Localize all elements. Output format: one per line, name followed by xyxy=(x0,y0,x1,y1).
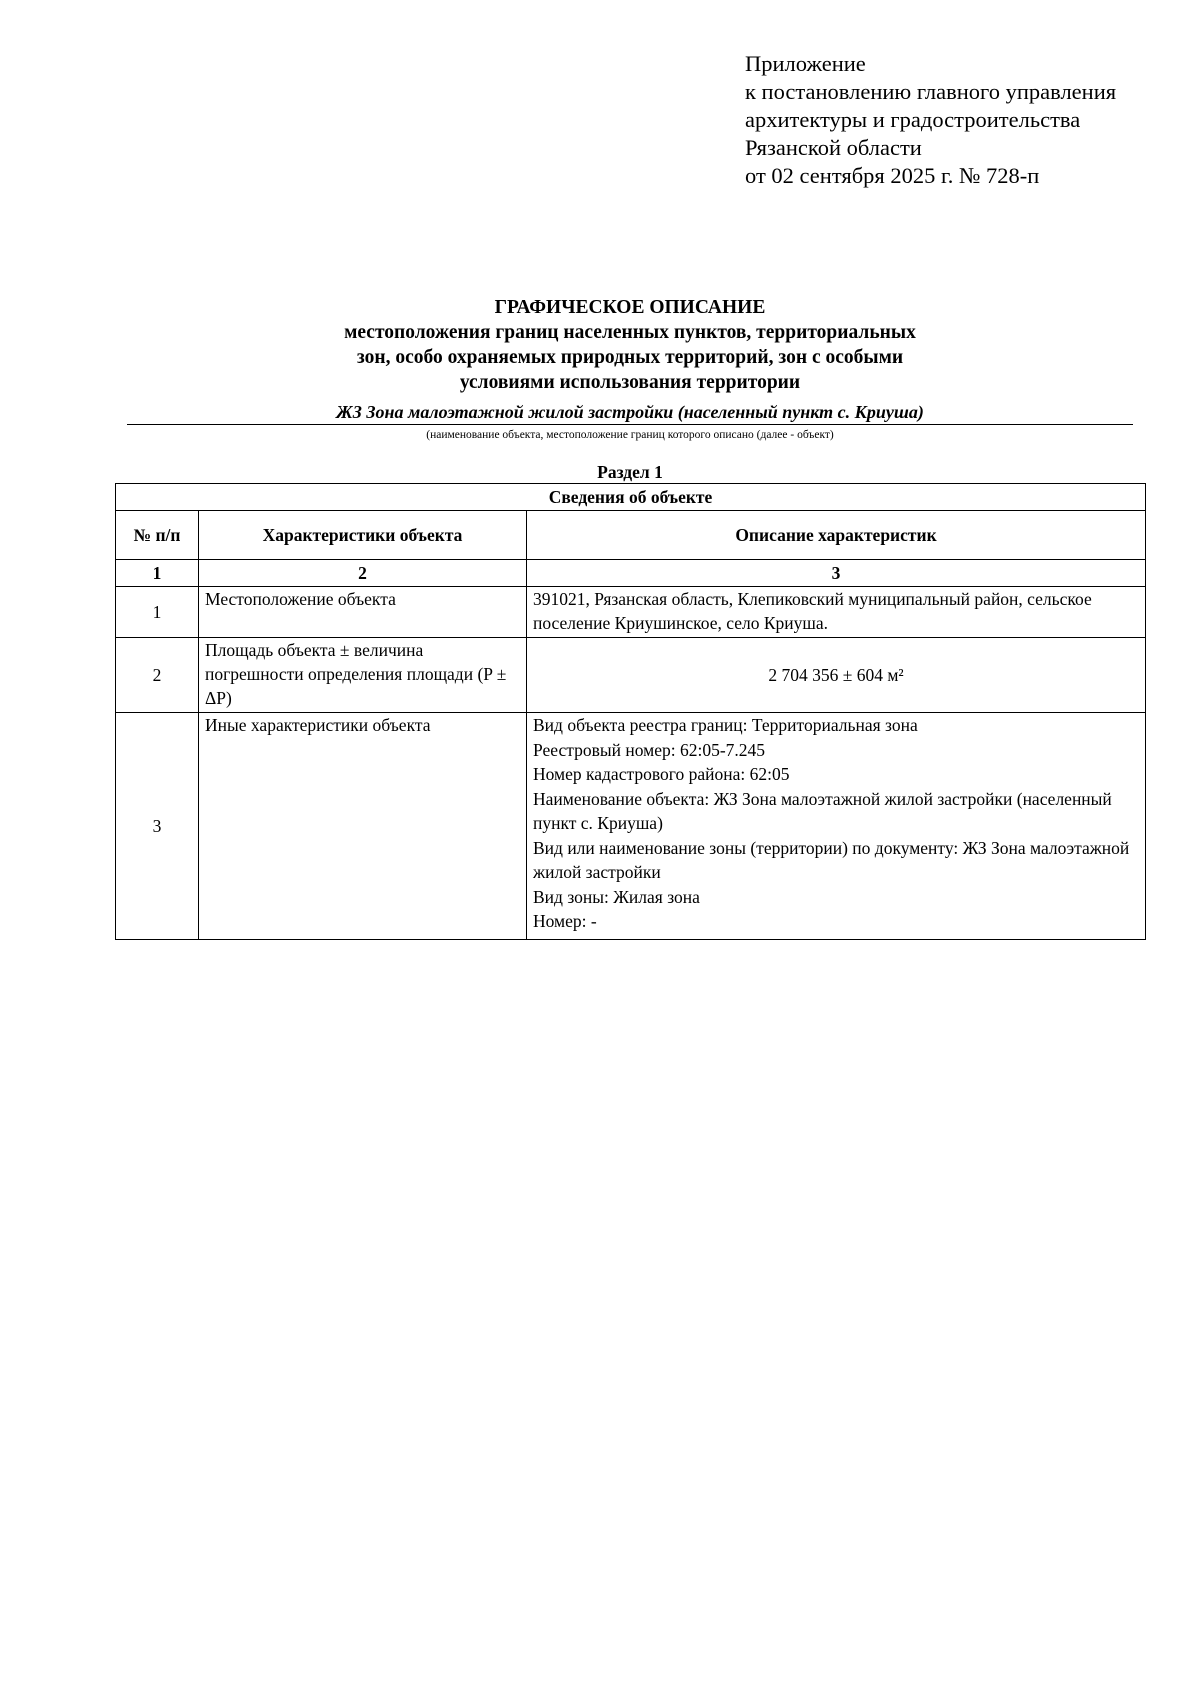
row-description: 2 704 356 ± 604 м² xyxy=(527,638,1146,713)
table-title-row xyxy=(116,484,1146,511)
column-number: 3 xyxy=(527,560,1146,587)
description-line: Номер кадастрового района: 62:05 xyxy=(533,764,790,784)
section-title: Раздел 1 xyxy=(597,462,663,482)
document-title: ГРАФИЧЕСКОЕ ОПИСАНИЕ xyxy=(494,297,766,318)
object-name: ЖЗ Зона малоэтажной жилой застройки (населенный пункт с. Криуша) xyxy=(336,402,924,422)
column-header-description: Описание характеристик xyxy=(527,511,1146,560)
appendix-line: Рязанской области xyxy=(745,135,922,160)
description-line: Вид объекта реестра границ: Территориальная зона xyxy=(533,715,918,735)
row-characteristic: Площадь объекта ± величина погрешности определения площади (P ± ΔP) xyxy=(199,638,527,713)
document-subtitle-line: зон, особо охраняемых природных территорий, зон с особыми xyxy=(356,347,904,368)
table-row xyxy=(116,638,1146,713)
appendix-line: от 02 сентября 2025 г. № 728-п xyxy=(745,163,1040,188)
appendix-line: к постановлению главного управления xyxy=(745,79,1117,104)
object-underline xyxy=(127,424,1133,425)
description-line: Вид или наименование зоны (территории) по документу: ЖЗ Зона малоэтажной жилой застройки xyxy=(533,837,1130,882)
object-info-table xyxy=(115,483,1146,940)
document-subtitle-line: местоположения границ населенных пунктов, территориальных xyxy=(344,322,916,343)
table-header-row xyxy=(116,511,1146,560)
appendix-block xyxy=(745,50,1116,190)
row-characteristic: Местоположение объекта xyxy=(199,587,527,638)
column-header-num: № п/п xyxy=(116,511,199,560)
row-number: 1 xyxy=(116,587,199,638)
row-description: 391021, Рязанская область, Клепиковский муниципальный район, сельское поселение Криушинское, село Криуша. xyxy=(527,587,1146,638)
object-caption: (наименование объекта, местоположение границ которого описано (далее - объект) xyxy=(426,429,834,441)
table-row xyxy=(116,587,1146,638)
row-number: 2 xyxy=(116,638,199,713)
description-line: Номер: - xyxy=(533,911,597,931)
document-heading xyxy=(0,295,1200,395)
column-header-characteristic: Характеристики объекта xyxy=(199,511,527,560)
column-number: 2 xyxy=(199,560,527,587)
column-number-row xyxy=(116,560,1146,587)
row-description xyxy=(527,713,1146,940)
column-number: 1 xyxy=(116,560,199,587)
table-row xyxy=(116,713,1146,940)
appendix-line: архитектуры и градостроительства xyxy=(745,107,1081,132)
document-subtitle-line: условиями использования территории xyxy=(459,372,801,393)
table-title: Сведения об объекте xyxy=(116,484,1146,511)
description-line: Наименование объекта: ЖЗ Зона малоэтажной жилой застройки (населенный пункт с. Криуша) xyxy=(533,788,1112,833)
appendix-line: Приложение xyxy=(745,51,866,76)
row-number: 3 xyxy=(116,713,199,940)
description-line: Реестровый номер: 62:05-7.245 xyxy=(533,739,766,760)
row-characteristic: Иные характеристики объекта xyxy=(199,713,527,940)
description-line: Вид зоны: Жилая зона xyxy=(533,886,700,907)
